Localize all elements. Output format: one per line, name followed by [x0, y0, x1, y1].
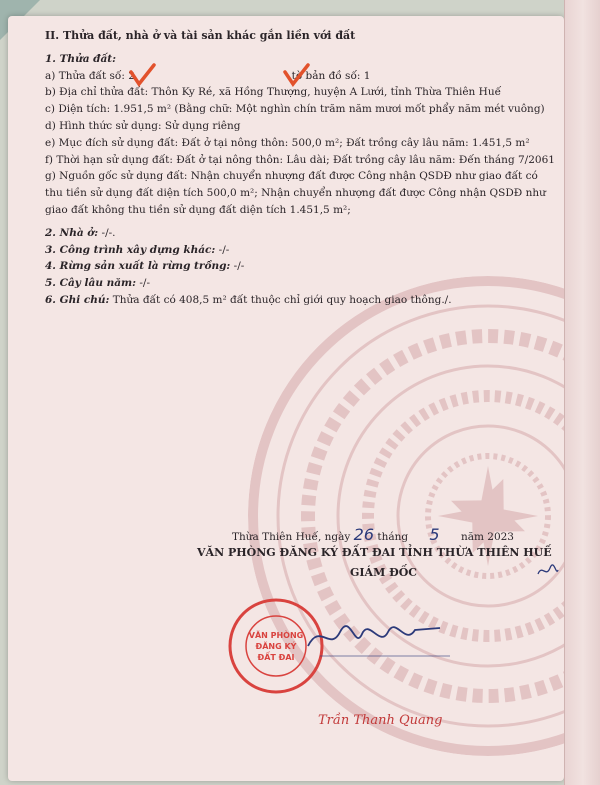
- initials-mark: [536, 562, 560, 580]
- signer-name: Trần Thanh Quang: [318, 713, 443, 728]
- land-origin-2: thu tiền sử dụng đất diện tích 500,0 m²; Nhận chuyển nhượng đất được Công nhận QSDĐ như: [45, 187, 546, 200]
- land-origin-1: g) Nguồn gốc sử dụng đất: Nhận chuyển nhượng đất được Công nhận QSDĐ như giao đất có: [45, 170, 538, 183]
- handwritten-day: 26: [353, 525, 374, 544]
- land-heading: 1. Thửa đất:: [45, 52, 117, 65]
- svg-text:ĐĂNG KÝ: ĐĂNG KÝ: [255, 642, 297, 651]
- page-fold: [564, 0, 600, 785]
- land-area: c) Diện tích: 1.951,5 m² (Bằng chữ: Một nghìn chín trăm năm mươi mốt phẩy năm mét vuông): [45, 103, 545, 116]
- section-title: II. Thửa đất, nhà ở và tài sản khác gắn liền với đất: [45, 29, 356, 42]
- svg-text:VĂN PHÒNG: VĂN PHÒNG: [248, 631, 304, 640]
- signer-title: GIÁM ĐỐC: [350, 566, 418, 579]
- land-origin-3: giao đất không thu tiền sử dụng đất diện tích 1.451,5 m²;: [45, 203, 351, 216]
- parcel-number-value: 2: [128, 69, 135, 82]
- land-address: b) Địa chỉ thửa đất: Thôn Ky Ré, xã Hồng Thượng, huyện A Lưới, tỉnh Thừa Thiên Huế: [45, 86, 502, 99]
- map-number-value: 1: [363, 69, 371, 82]
- land-usage-form: d) Hình thức sử dụng: Sử dụng riêng: [45, 119, 241, 132]
- land-usage-term: f) Thời hạn sử dụng đất: Đất ở tại nông thôn: Lâu dài; Đất trồng cây lâu năm: Đến tháng 7/2061: [45, 153, 555, 166]
- issue-date: Thừa Thiên Huế, ngày 26 tháng 5 năm 2023: [232, 525, 514, 544]
- other-construction-line: 3. Công trình xây dựng khác: -/-: [45, 243, 230, 256]
- land-usage-purpose: e) Mục đích sử dụng đất: Đất ở tại nông thôn: 500,0 m²; Đất trồng cây lâu năm: 1.451,5 m²: [45, 136, 530, 149]
- production-forest-line: 4. Rừng sản xuất là rừng trồng: -/-: [45, 260, 245, 273]
- parcel-number-label: a) Thửa đất số:: [45, 69, 125, 82]
- tick-mark-icon: [282, 62, 312, 88]
- house-line: 2. Nhà ở: -/-.: [45, 226, 116, 239]
- map-number-label: tờ bản đồ số:: [291, 69, 361, 82]
- tick-mark-icon: [128, 62, 158, 88]
- svg-text:ĐẤT ĐAI: ĐẤT ĐAI: [257, 653, 295, 662]
- perennial-trees-line: 5. Cây lâu năm: -/-: [45, 277, 151, 290]
- note-line: 6. Ghi chú: Thửa đất có 408,5 m² đất thuộc chỉ giới quy hoạch giao thông./.: [45, 293, 452, 306]
- issuing-office: VĂN PHÒNG ĐĂNG KÝ ĐẤT ĐAI TỈNH THỪA THIÊN HUẾ: [197, 546, 552, 559]
- handwritten-month: 5: [429, 525, 440, 544]
- handwritten-signature: [300, 612, 460, 672]
